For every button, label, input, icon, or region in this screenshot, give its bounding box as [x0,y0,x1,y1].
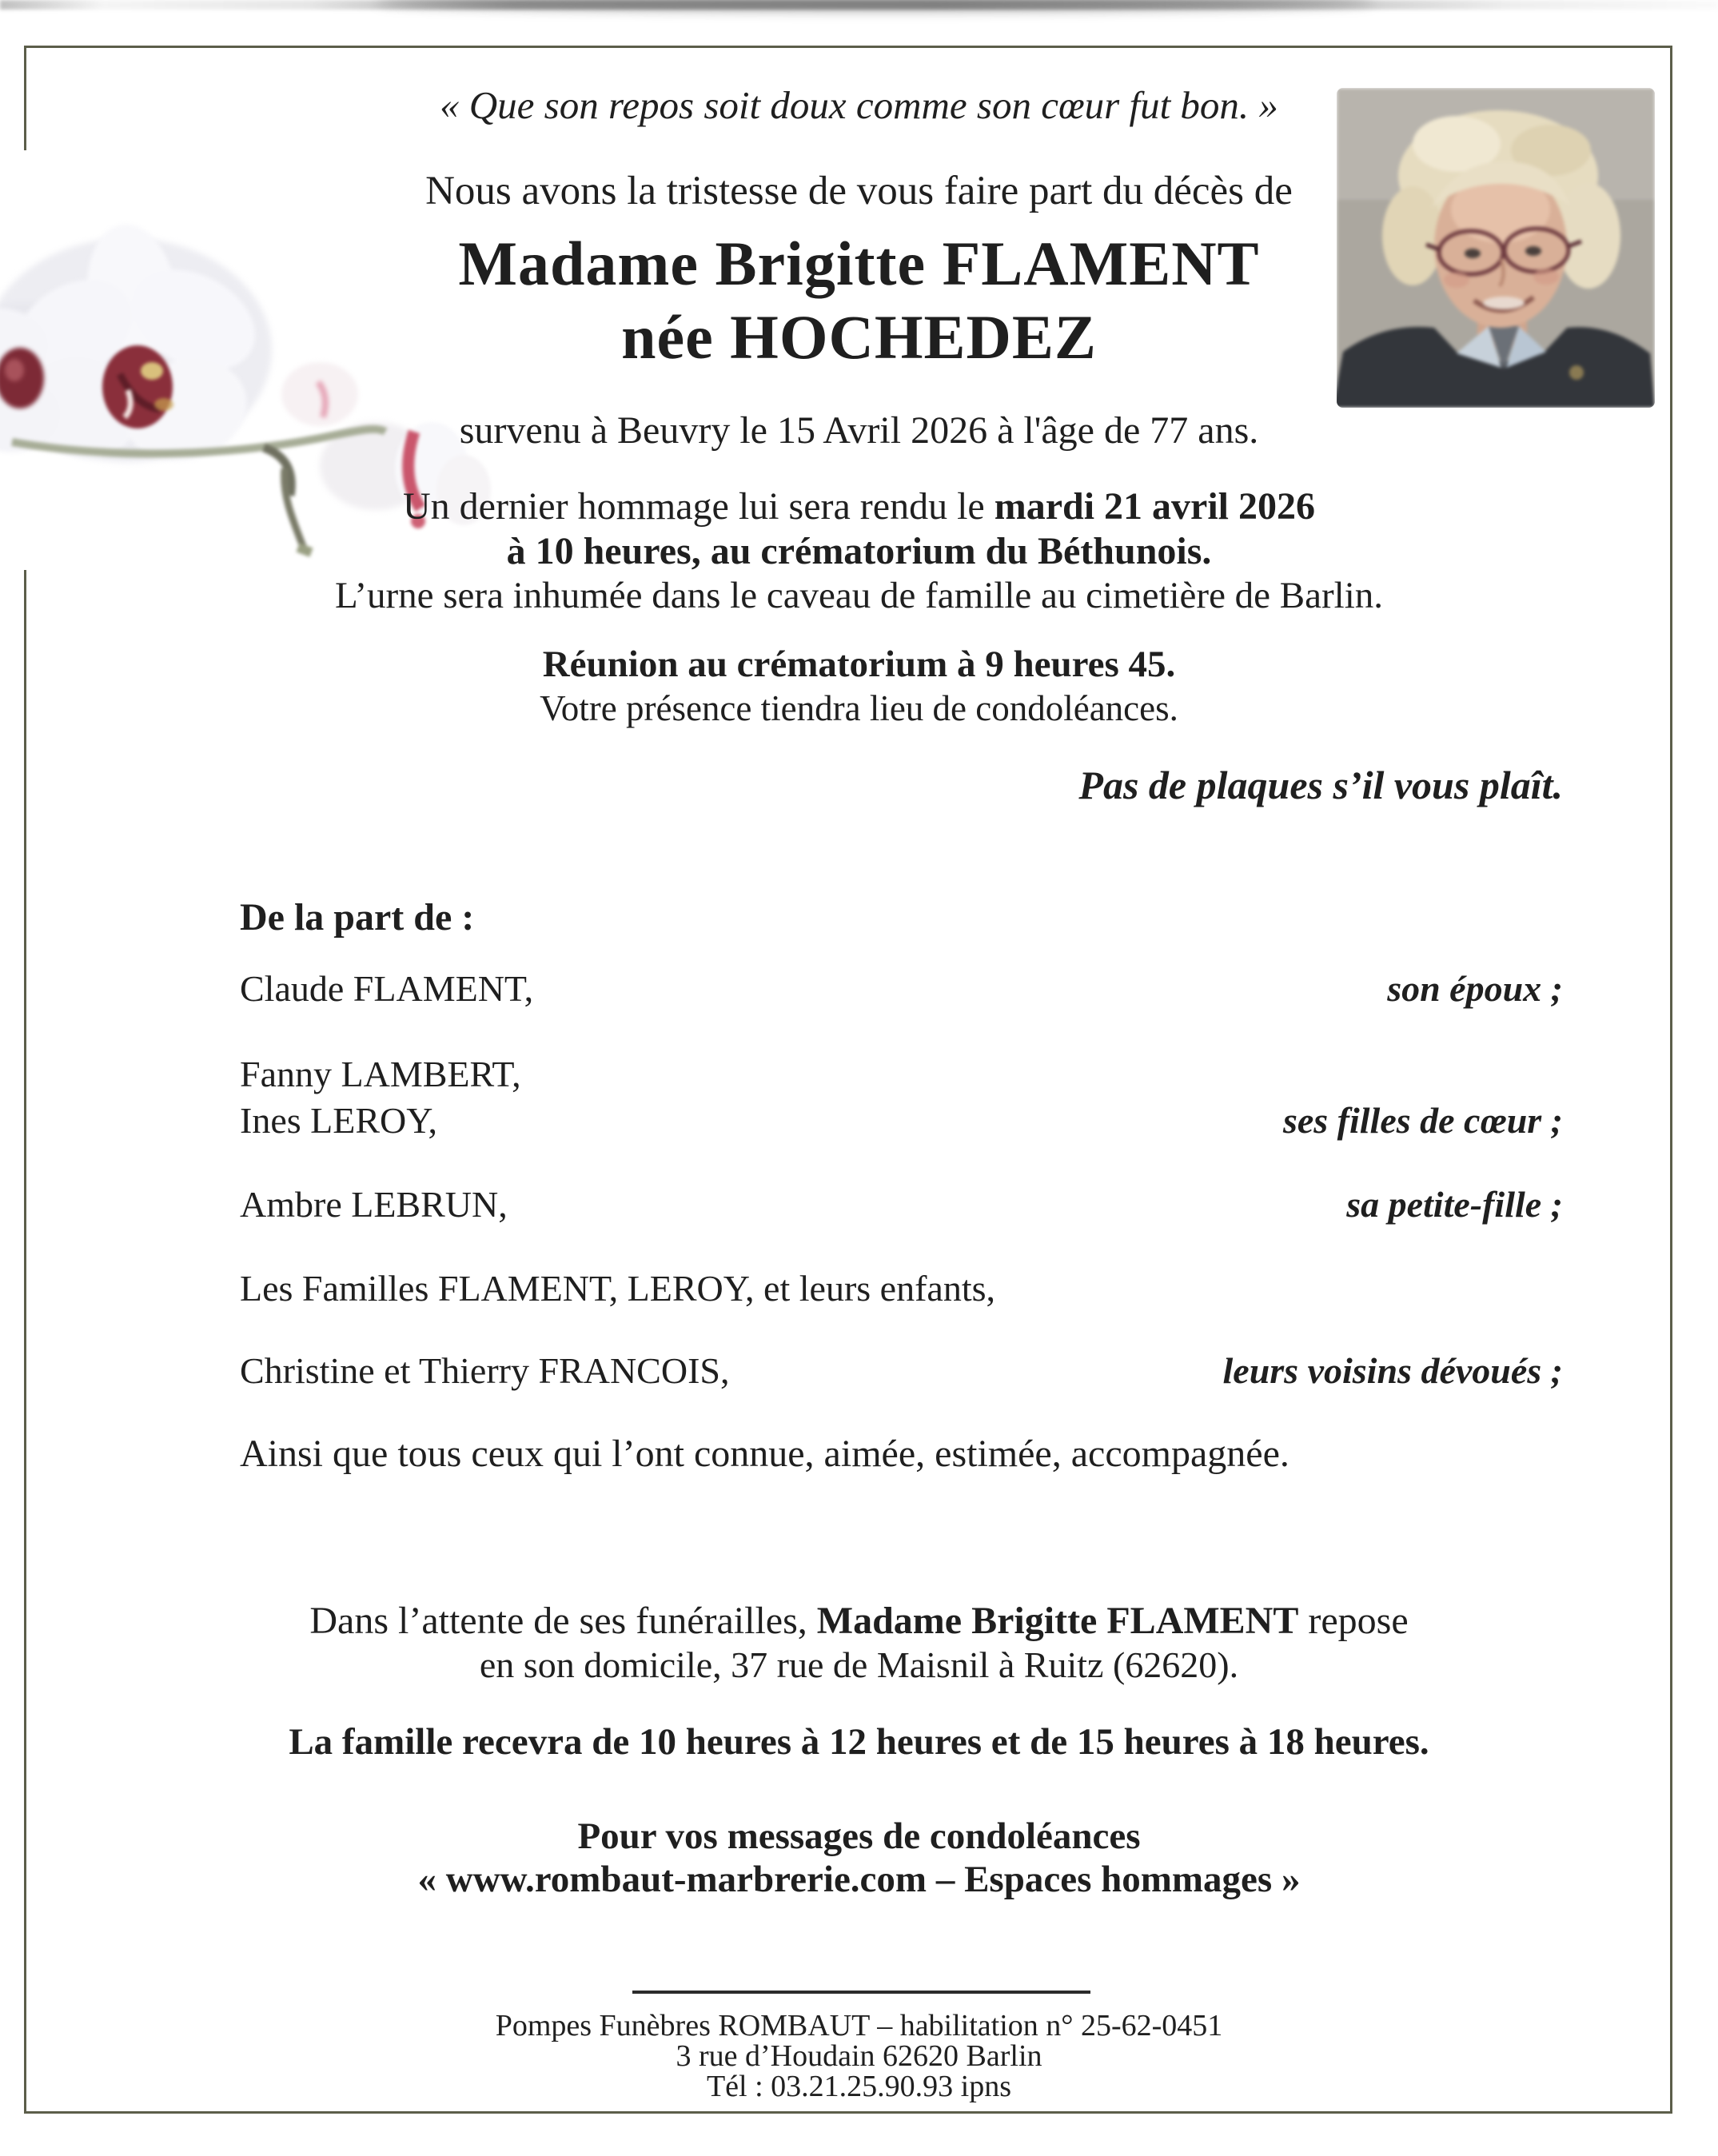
funeral-home-phone: Tél : 03.21.25.90.93 ipns [706,2070,1012,2103]
family-heading: De la part de : [240,896,475,939]
family-row [240,1349,1563,1405]
family-member-name: Ines LEROY, [240,1100,438,1141]
tribute-line [0,484,1718,528]
family-row [240,1099,1563,1155]
condolences-line: Pour vos messages de condoléances [577,1815,1141,1857]
family-row [240,1267,1563,1323]
repose-text-post: repose [1298,1600,1409,1642]
condolences-website-line: « www.rombaut-marbrerie.com – Espaces hommages » [417,1859,1301,1900]
urn-line: L’urne sera inhumée dans le caveau de famille au cimetière de Barlin. [334,575,1384,616]
family-relation: ses filles de cœur ; [1282,1100,1563,1141]
deceased-name: Madame Brigitte FLAMENT [458,229,1260,298]
tribute-date: mardi 21 avril 2026 [994,485,1316,528]
repose-address-line: en son domicile, 37 rue de Maisnil à Ruitz (62620). [479,1644,1239,1685]
death-date-line: survenu à Beuvry le 15 Avril 2026 à l'âge de 77 ans. [459,409,1259,452]
family-member-name: Les Familles FLAMENT, LEROY, et leurs enfants, [240,1268,995,1309]
maiden-name: née HOCHEDEZ [621,302,1097,372]
funeral-home-address: 3 rue d’Houdain 62620 Barlin [676,2039,1042,2073]
family-member-name: Christine et Thierry FRANCOIS, [240,1350,730,1391]
memorial-quote: « Que son repos soit doux comme son cœur fut bon. » [440,83,1278,127]
family-closing-line: Ainsi que tous ceux qui l’ont connue, aimée, estimée, accompagnée. [240,1433,1289,1475]
funeral-home-line: Pompes Funèbres ROMBAUT – habilitation n° 25-62-0451 [495,2009,1223,2042]
no-plaques-line: Pas de plaques s’il vous plaît. [1078,763,1563,807]
intro-line: Nous avons la tristesse de vous faire part du décès de [425,169,1293,213]
family-member-name: Claude FLAMENT, [240,968,534,1009]
meeting-line: Réunion au crématorium à 9 heures 45. [542,644,1176,685]
family-relation: leurs voisins dévoués ; [1222,1350,1563,1391]
footer-divider [632,1991,1090,1994]
family-member-name: Ambre LEBRUN, [240,1184,508,1225]
repose-line [0,1599,1718,1643]
presence-line: Votre présence tiendra lieu de condoléances. [540,688,1178,728]
tribute-place-line: à 10 heures, au crématorium du Béthunois. [506,530,1212,572]
repose-name: Madame Brigitte FLAMENT [816,1600,1299,1642]
family-member-name: Fanny LAMBERT, [240,1054,521,1094]
family-relation: son époux ; [1387,968,1563,1009]
repose-text-pre: Dans l’attente de ses funérailles, [309,1600,817,1642]
tribute-text: Un dernier hommage lui sera rendu le [402,485,995,528]
family-row [240,1183,1563,1239]
family-relation: sa petite-fille ; [1346,1184,1563,1225]
family-row [240,967,1563,1023]
reception-hours-line: La famille recevra de 10 heures à 12 heures et de 15 heures à 18 heures. [289,1721,1429,1763]
